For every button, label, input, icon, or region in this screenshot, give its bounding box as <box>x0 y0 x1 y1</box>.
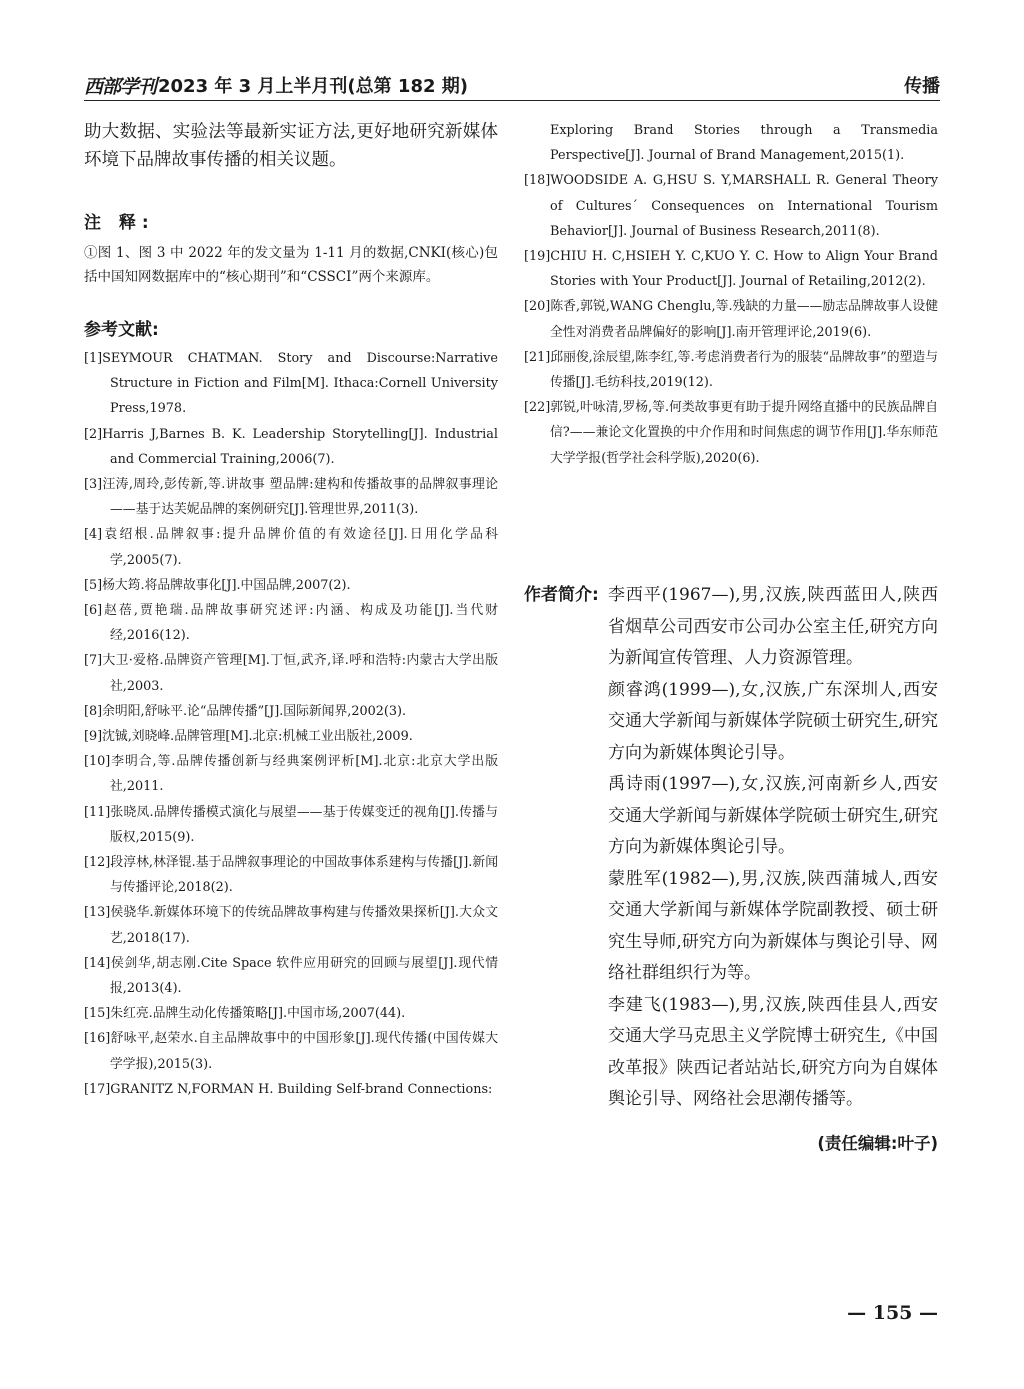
reference-item: [21]邱丽俊,涂辰望,陈李红,等.考虑消费者行为的服装“品牌故事”的塑造与传播[J].毛纺科技,2019(12). <box>524 349 938 391</box>
section-name: 传播 <box>904 76 940 97</box>
author-bio-item: 颜睿鸿(1999—),女,汉族,广东深圳人,西安交通大学新闻与新媒体学院硕士研究生,研究方向为新媒体舆论引导。 <box>608 679 938 763</box>
author-bio-item: 李建飞(1983—),男,汉族,陕西佳县人,西安交通大学马克思主义学院博士研究生,《中国改革报》陕西记者站站长,研究方向为自媒体舆论引导、网络社会思潮传播等。 <box>608 994 938 1109</box>
reference-item-continued: Exploring Brand Stories through a Transmedia Perspective[J]. Journal of Brand Management,2015(1). <box>550 123 938 164</box>
author-bio <box>524 580 938 1116</box>
references-list-left <box>84 346 498 1102</box>
reference-item: [16]舒咏平,赵荣水.自主品牌故事中的中国形象[J].现代传播(中国传媒大学学报),2015(3). <box>84 1031 498 1072</box>
reference-item: [15]朱红亮.品牌生动化传播策略[J].中国市场,2007(44). <box>84 1006 406 1022</box>
page-number: — 155 — <box>847 1302 938 1324</box>
reference-item: [8]余明阳,舒咏平.论“品牌传播”[J].国际新闻界,2002(3). <box>84 703 407 719</box>
reference-item: [4]袁绍根.品牌叙事:提升品牌价值的有效途径[J].日用化学品科学,2005(7). <box>84 527 498 568</box>
reference-item: [11]张晓凤.品牌传播模式演化与展望——基于传媒变迁的视角[J].传播与版权,2015(9). <box>84 804 498 845</box>
reference-item: [3]汪涛,周玲,彭传新,等.讲故事 塑品牌:建构和传播故事的品牌叙事理论——基于达芙妮品牌的案例研究[J].管理世界,2011(3). <box>84 477 498 518</box>
reference-item: [14]侯剑华,胡志刚.Cite Space 软件应用研究的回顾与展望[J].现代情报,2013(4). <box>84 955 498 997</box>
references-heading: 参考文献: <box>84 320 159 340</box>
right-column <box>524 118 938 471</box>
reference-item: [9]沈铖,刘晓峰.品牌管理[M].北京:机械工业出版社,2009. <box>84 729 413 745</box>
editor-note: (责任编辑:叶子) <box>817 1134 938 1153</box>
reference-item: [22]郭锐,叶咏清,罗杨,等.何类故事更有助于提升网络直播中的民族品牌自信?——兼论文化置换的中介作用和时间焦虑的调节作用[J].华东师范大学学报(哲学社会科学版),2020(6). <box>524 400 938 466</box>
references-list-right <box>524 118 938 471</box>
reference-item: [1]SEYMOUR CHATMAN. Story and Discourse:Narrative Structure in Fiction and Film[M]. Ithaca:Cornell University Press,1978. <box>84 351 498 417</box>
reference-item: [7]大卫·爱格.品牌资产管理[M].丁恒,武齐,译.呼和浩特:内蒙古大学出版社,2003. <box>84 653 498 694</box>
reference-item: [20]陈香,郭锐,WANG Chenglu,等.残缺的力量——励志品牌故事人设健全性对消费者品牌偏好的影响[J].南开管理评论,2019(6). <box>524 299 938 340</box>
author-bio-item: 李西平(1967—),男,汉族,陕西蓝田人,陕西省烟草公司西安市公司办公室主任,研究方向为新闻宣传管理、人力资源管理。 <box>608 585 938 668</box>
reference-item: [5]杨大筠.将品牌故事化[J].中国品牌,2007(2). <box>84 577 351 593</box>
intro-paragraph: 助大数据、实验法等最新实证方法,更好地研究新媒体环境下品牌故事传播的相关议题。 <box>84 122 498 170</box>
author-bio-item: 蒙胜军(1982—),男,汉族,陕西蒲城人,西安交通大学新闻与新媒体学院副教授、硕士研究生导师,研究方向为新媒体与舆论引导、网络社群组织行为等。 <box>608 868 938 983</box>
reference-item: [18]WOODSIDE A. G,HSU S. Y,MARSHALL R. General Theory of Cultures´ Consequences on International Tourism Behavior[J]. Journal of Business Research,2011(8). <box>524 173 938 239</box>
reference-item: [10]李明合,等.品牌传播创新与经典案例评析[M].北京:北京大学出版社,2011. <box>84 754 498 795</box>
notes-heading: 注 释: <box>84 213 155 233</box>
reference-item: [19]CHIU H. C,HSIEH Y. C,KUO Y. C. How to Align Your Brand Stories with Your Product[J]. Journal of Retailing,2012(2). <box>524 249 938 290</box>
author-bio-label: 作者简介: <box>524 585 599 605</box>
journal-logo: 西部学刊 <box>84 76 157 98</box>
reference-item: [13]侯骁华.新媒体环境下的传统品牌故事构建与传播效果探析[J].大众文艺,2018(17). <box>84 905 498 946</box>
reference-item: [6]赵蓓,贾艳瑞.品牌故事研究述评:内涵、构成及功能[J].当代财经,2016(12). <box>84 603 498 644</box>
left-column <box>84 118 498 1102</box>
author-bio-list <box>608 580 938 1116</box>
reference-item: [12]段淳林,林泽锟.基于品牌叙事理论的中国故事体系建构与传播[J].新闻与传播评论,2018(2). <box>84 855 498 896</box>
issue-info: 2023 年 3 月上半月刊(总第 182 期) <box>158 76 468 97</box>
reference-item: [17]GRANITZ N,FORMAN H. Building Self-brand Connections: <box>84 1081 493 1097</box>
author-bio-item: 禹诗雨(1997—),女,汉族,河南新乡人,西安交通大学新闻与新媒体学院硕士研究生,研究方向为新媒体舆论引导。 <box>608 774 938 857</box>
reference-item: [2]Harris J,Barnes B. K. Leadership Storytelling[J]. Industrial and Commercial Training,2006(7). <box>84 426 498 467</box>
page-header <box>84 66 940 101</box>
note-item: ①图 1、图 3 中 2022 年的发文量为 1-11 月的数据,CNKI(核心)包括中国知网数据库中的“核心期刊”和“CSSCI”两个来源库。 <box>84 245 498 285</box>
